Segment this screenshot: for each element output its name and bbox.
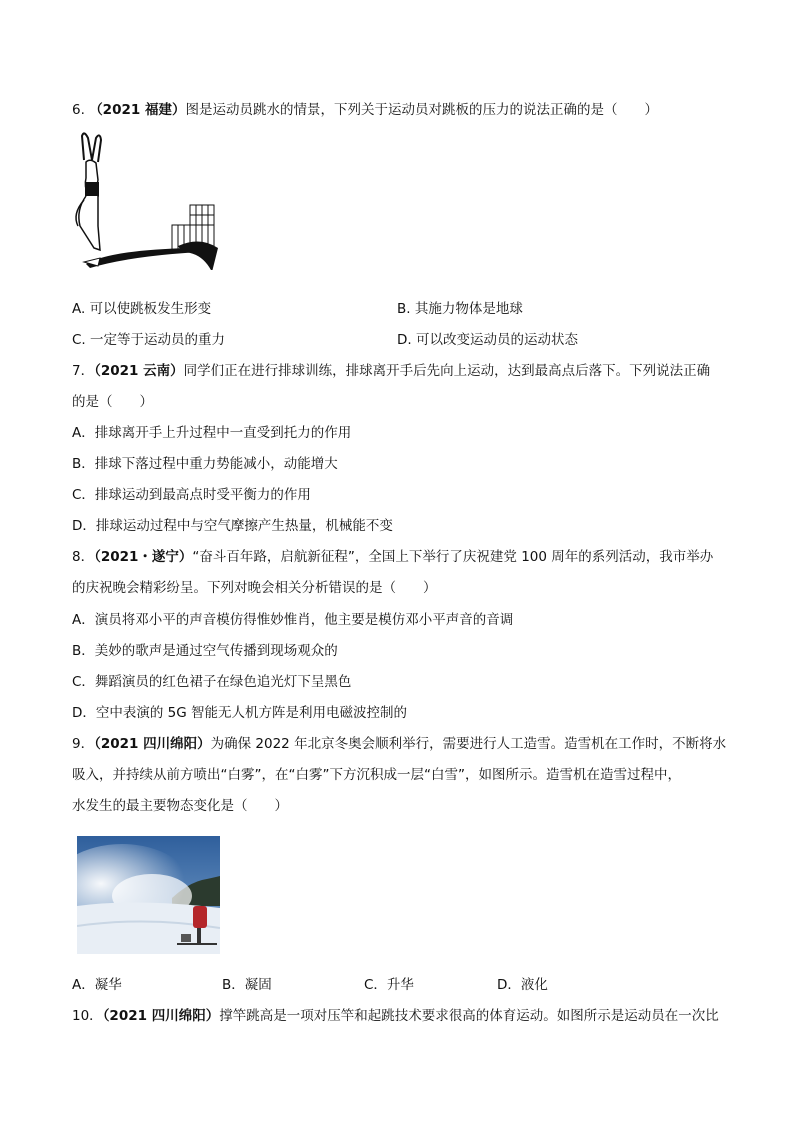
q7-option-c: C．排球运动到最高点时受平衡力的作用: [72, 487, 311, 503]
q9-option-c: C．升华: [364, 977, 414, 993]
q7-option-a: A．排球离开手上升过程中一直受到托力的作用: [72, 425, 352, 441]
q10-stem-line1: [72, 1006, 719, 1026]
diver-arms: [82, 133, 101, 162]
q8-stem-line1: [72, 547, 713, 567]
q7-option-d: D．排球运动过程中与空气摩擦产生热量，机械能不变: [72, 518, 393, 534]
q9-stem-line3: 水发生的最主要物态变化是（ ）: [72, 798, 288, 814]
q7-source: （2021 云南）: [94, 363, 184, 379]
q8-option-a: A．演员将邓小平的声音模仿得惟妙惟肖，他主要是模仿邓小平声音的音调: [72, 612, 514, 628]
diver-legs: [79, 196, 100, 250]
q8-option-d: D．空中表演的 5G 智能无人机方阵是利用电磁波控制的: [72, 705, 408, 721]
q6-option-a: A. 可以使跳板发生形变: [72, 301, 212, 317]
q9-option-a: A．凝华: [72, 977, 122, 993]
q9-number: 9．: [72, 736, 95, 752]
q8-number: 8．: [72, 549, 95, 565]
q8-stem-text-1: “奋斗百年路，启航新征程”，全国上下举行了庆祝建党 100 周年的系列活动，我市举办: [192, 549, 714, 565]
q8-option-c: C．舞蹈演员的红色裙子在绿色追光灯下呈黑色: [72, 674, 352, 690]
q6-option-b: B. 其施力物体是地球: [397, 301, 523, 317]
diver-figure: [70, 130, 220, 270]
q7-number: 7．: [72, 363, 95, 379]
q8-option-b: B．美妙的歌声是通过空气传播到现场观众的: [72, 643, 338, 659]
snow-machine-photo: [77, 836, 220, 954]
q6-number: 6.: [72, 102, 85, 118]
q8-stem-line2: 的庆祝晚会精彩纷呈。下列对晚会相关分析错误的是（ ）: [72, 580, 437, 596]
q9-option-b: B．凝固: [222, 977, 272, 993]
diver-swimsuit: [85, 182, 99, 196]
q7-option-b: B．排球下落过程中重力势能减小，动能增大: [72, 456, 338, 472]
q10-number: 10．: [72, 1008, 103, 1024]
q7-stem-text-1: 同学们正在进行排球训练，排球离开手后先向上运动，达到最高点后落下。下列说法正确: [183, 363, 711, 379]
q7-stem-line2: 的是（ ）: [72, 394, 153, 410]
q10-source: （2021 四川绵阳）: [102, 1008, 220, 1024]
q6-option-c: C. 一定等于运动员的重力: [72, 332, 226, 348]
q9-stem-line1: [72, 734, 726, 754]
q6-option-d: D. 可以改变运动员的运动状态: [397, 332, 578, 348]
q9-source: （2021 四川绵阳）: [94, 736, 211, 752]
q9-stem-line2: 吸入，并持续从前方喷出“白雾”，在“白雾”下方沉积成一层“白雪”，如图所示。造雪机在造雪过程中，: [72, 767, 681, 783]
q10-stem-text-1: 撑竿跳高是一项对压竿和起跳技术要求很高的体育运动。如图所示是运动员在一次比: [219, 1008, 719, 1024]
q8-source: （2021・遂宁）: [94, 549, 193, 565]
q6-source: （2021 福建）: [89, 102, 186, 118]
q6-stem-line: [72, 100, 658, 120]
q9-option-d: D．液化: [497, 977, 548, 993]
q7-stem-line1: [72, 361, 710, 381]
q6-stem: 图是运动员跳水的情景，下列关于运动员对跳板的压力的说法正确的是（ ）: [185, 102, 658, 118]
q9-stem-text-1: 为确保 2022 年北京冬奥会顺利举行，需要进行人工造雪。造雪机在工作时，不断将水: [210, 736, 727, 752]
